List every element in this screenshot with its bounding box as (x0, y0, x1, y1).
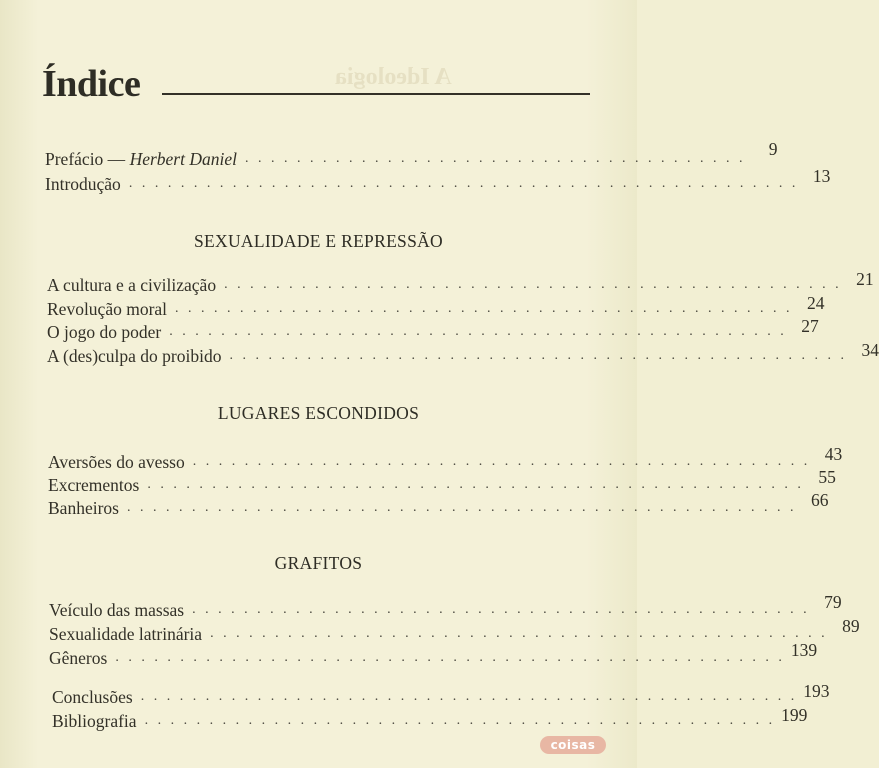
toc-entry-label: Prefácio — Herbert Daniel (45, 149, 237, 169)
toc-entry-page: 55 (818, 467, 836, 487)
toc-entry-label: Revolução moral (47, 299, 168, 319)
toc-entry-page: 24 (807, 293, 825, 313)
toc-entry-page: 34 (861, 340, 879, 360)
show-through-text: A Ideologia (335, 64, 452, 90)
toc-entry-label: A cultura e a civilização (47, 275, 217, 295)
leader-dots: . . . . . . . . . . . . . . . . . . . . . . . . . . . . . . . . . . . . . . . (244, 151, 746, 166)
leader-dots: . . . . . . . . . . . . . . . . . . . . . . . . . . . . . . . . . . . . . . . . . . . . . . . . (192, 602, 810, 617)
toc-entry-page: 89 (842, 616, 860, 636)
watermark-logo: coisas (540, 736, 606, 754)
leader-dots: . . . . . . . . . . . . . . . . . . . . . . . . . . . . . . . . . . . . . . . . . . . . . . . . (229, 348, 847, 363)
title-rule (162, 93, 590, 95)
section-heading: SEXUALIDADE E REPRESSÃO (194, 231, 443, 251)
toc-entry (47, 293, 825, 320)
leader-dots: . . . . . . . . . . . . . . . . . . . . . . . . . . . . . . . . . . . . . . . . . . . . . . . . . (144, 713, 776, 728)
leader-dots: . . . . . . . . . . . . . . . . . . . . . . . . . . . . . . . . . . . . . . . . . . . . . . . . . . . . (115, 650, 785, 665)
toc-entry (47, 340, 879, 367)
leader-dots: . . . . . . . . . . . . . . . . . . . . . . . . . . . . . . . . . . . . . . . . . . . . . . . . . . . . (128, 176, 799, 191)
toc-entry (48, 490, 829, 519)
toc-entry-page: 66 (810, 490, 829, 510)
page-title: Índice (42, 63, 141, 105)
toc-entry-introducao (45, 166, 831, 195)
toc-entry (48, 467, 836, 496)
toc-entry-page: 79 (824, 592, 842, 612)
toc-entry-label: Bibliografia (52, 711, 137, 731)
leader-dots: . . . . . . . . . . . . . . . . . . . . . . . . . . . . . . . . . . . . . . . . . . . . . . . . . . . (140, 689, 798, 704)
toc-entry-label: Aversões do avesso (48, 452, 185, 472)
toc-entry-prefacio (45, 139, 778, 170)
leader-dots: . . . . . . . . . . . . . . . . . . . . . . . . . . . . . . . . . . . . . . . . . . . . . . . . . . . . (126, 500, 797, 515)
toc-entry (49, 616, 860, 645)
leader-dots: . . . . . . . . . . . . . . . . . . . . . . . . . . . . . . . . . . . . . . . . . . . . . . . . (224, 277, 842, 292)
toc-entry-label: Veículo das massas (49, 600, 185, 620)
leader-dots: . . . . . . . . . . . . . . . . . . . . . . . . . . . . . . . . . . . . . . . . . . . . . . . . (175, 301, 793, 316)
toc-entry (49, 592, 842, 621)
leader-dots: . . . . . . . . . . . . . . . . . . . . . . . . . . . . . . . . . . . . . . . . . . . . . . . . (169, 324, 787, 339)
toc-entry-page: 9 (768, 139, 778, 159)
toc-entry-page: 27 (801, 316, 819, 336)
toc-entry-label: Sexualidade latrinária (49, 624, 203, 644)
leader-dots: . . . . . . . . . . . . . . . . . . . . . . . . . . . . . . . . . . . . . . . . . . . . . . . . . . . (147, 477, 804, 492)
author-name: Herbert Daniel (129, 149, 237, 169)
toc-entry-label: Banheiros (48, 498, 119, 518)
toc-entry-page: 21 (856, 269, 874, 289)
section-heading: LUGARES ESCONDIDOS (217, 403, 420, 423)
toc-entry-bibliografia (52, 705, 808, 732)
toc-entry-page: 13 (812, 166, 831, 186)
toc-entry-label: Gêneros (49, 648, 108, 668)
toc-entry-label: Introdução (45, 174, 121, 194)
toc-entry-label: Conclusões (52, 687, 133, 707)
toc-entry-page: 43 (824, 444, 843, 464)
toc-entry-conclusoes (52, 681, 830, 708)
toc-entry-label: Excrementos (48, 475, 140, 495)
toc-entry (48, 444, 843, 473)
toc-entry-page: 139 (790, 640, 818, 660)
toc-entry-label: O jogo do poder (47, 322, 162, 342)
leader-dots: . . . . . . . . . . . . . . . . . . . . . . . . . . . . . . . . . . . . . . . . . . . . . . . . (192, 454, 811, 469)
leader-dots: . . . . . . . . . . . . . . . . . . . . . . . . . . . . . . . . . . . . . . . . . . . . . . . . (210, 626, 828, 641)
toc-entry (49, 640, 818, 669)
toc-entry-page: 193 (803, 681, 830, 701)
toc-entry-page: 199 (781, 705, 808, 725)
toc-entry (47, 316, 819, 343)
toc-entry (47, 269, 874, 296)
toc-entry-label: A (des)culpa do proibido (47, 346, 222, 366)
section-heading: GRAFITOS (274, 553, 363, 573)
